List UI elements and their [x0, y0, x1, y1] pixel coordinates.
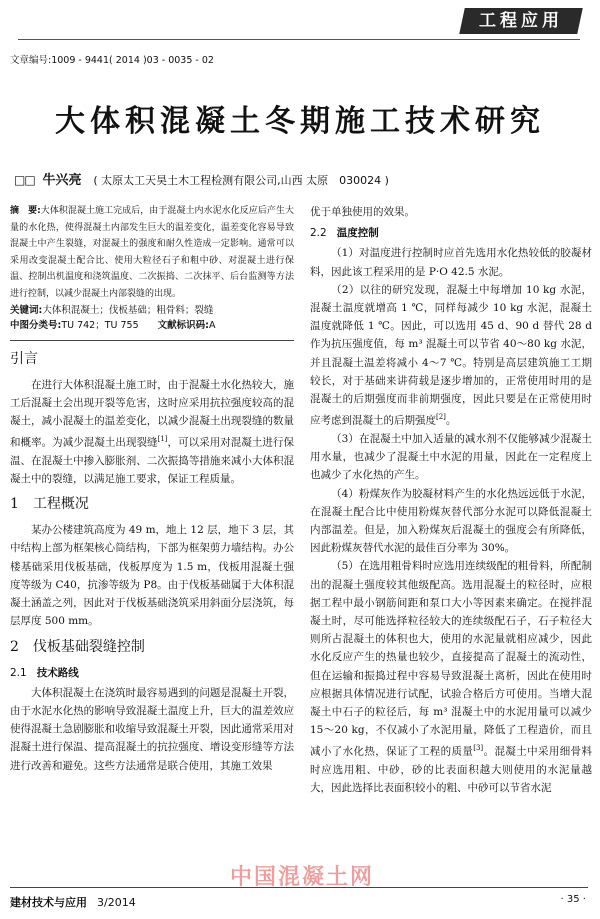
section-1-number: 1	[10, 496, 19, 513]
section-2-number: 2	[10, 638, 19, 655]
intro-ref: [1]	[157, 435, 168, 444]
section-2-title: 伐板基础裂缝控制	[32, 638, 145, 655]
author-name: 牛兴亮	[42, 173, 82, 188]
subsection-2-2-heading	[310, 224, 592, 242]
abstract-text: 大体积混凝土施工完成后，由于混凝土内水泥水化反应后产生大量的水化热，使得混凝土内部发生巨大的温差变化，温差变化容易导致混凝土中产生裂缝，对混凝土的强度和耐久性造成一定影响。通常可以采用改变混凝土配合比、使用大粒径石子和粗中砂、对混凝土进行保温、控制出机温度和浇筑温度、二次振捣、二次抹平、后台监测等方法进行控制，以减少混凝土内部裂缝的出现。	[10, 206, 294, 299]
subsection-2-1-title: 技术路线	[36, 666, 79, 679]
section-2-heading	[10, 637, 294, 657]
intro-text-2: ，可以采用对混凝土进行保温、在混凝土中掺入膨胀剂、二次振捣等措施来减小大体积混凝土中的裂缝，以满足施工要求，保证工程质量。	[10, 436, 295, 486]
clc-label: 中图分类号:	[10, 320, 62, 332]
subsection-2-1-heading	[10, 664, 294, 682]
clc-number: TU 742；TU 755	[61, 320, 139, 332]
paper-title: 大体积混凝土冬期施工技术研究	[55, 104, 545, 139]
subsection-2-1-paragraph: 大体积混凝土在浇筑时最容易遇到的问题是混凝土开裂，由于水泥水化热的影响导致混凝土温度上升，巨大的温差效应使得混凝土急剧膨胀和收缩导致混凝土开裂，因此通常采用对混凝土进行保温、提高混凝土的抗拉强度、增设变形缝等方法进行改善和避免。这些方法通常是联合使用，其施工效果	[10, 686, 294, 772]
intro-heading: 引言	[10, 350, 38, 367]
author-marker-boxes: □□	[14, 173, 35, 187]
abstract-rule	[10, 340, 294, 341]
section-tag	[459, 8, 583, 34]
doc-code: A	[208, 320, 216, 332]
journal-name: 建材技术与应用	[10, 896, 87, 909]
abstract-block	[10, 203, 294, 334]
left-column	[10, 203, 294, 775]
keywords-line	[10, 303, 294, 319]
temp-control-item-2-end: 。	[445, 414, 457, 427]
doc-code-label: 文献标识码:	[157, 320, 209, 332]
temp-control-item-2-text: （2）以往的研究发现，混凝土中每增加 10 kg 水泥，混凝土温度就增高 1 ℃，同样每减少 10 kg 水泥，混凝土温度就降低 1 ℃。因此，可以选用 45 d、90 d 替代 28 d 作为抗压强度值，每 m³ 混凝土可以节省 40～80 kg 水泥，并且混凝土温差将减小 4～7 ℃。特别是高层建筑施工工期较长，对于基础来讲荷载是逐步增加的，正常使用时用的是混凝土的后期强度而非前期强度，因此只要是在正常使用时应考虑到混凝土的后期强度	[310, 283, 592, 427]
section-1-heading	[10, 494, 294, 514]
temp-control-item-5-end: 。混凝土中采用细骨料时应选用粗、中砂，砂的比表面积越大则使用的水泥量越大，因此选择比表面积较小的粗、中砂可以节省水泥	[310, 745, 593, 795]
article-number: 文章编号:1009 - 9441( 2014 )03 - 0035 - 02	[10, 55, 214, 66]
subsection-2-1-continuation: 优于单独使用的效果。	[310, 206, 415, 218]
journal-issue: 3/2014	[97, 896, 136, 909]
author-line	[14, 169, 389, 188]
keywords: 大体积混凝土；伐板基础；粗骨料；裂缝	[42, 304, 214, 316]
temp-control-item-5	[310, 557, 592, 797]
keywords-label: 关键词:	[10, 304, 43, 316]
section-1-title: 工程概况	[32, 496, 89, 513]
temp-control-item-1: （1）对温度进行控制时应首先选用水化热较低的胶凝材料，因此该工程采用的是 P·O 42.5 水泥。	[310, 247, 592, 278]
abstract-label: 摘 要:	[10, 206, 41, 216]
footer-rule	[10, 887, 588, 888]
intro-text: 在进行大体积混凝土施工时，由于混凝土水化热较大，施工后混凝土会出现开裂等危害，这时应采用抗拉强度较高的混凝土，减小混凝土的温差变化，以减少混凝土出现裂缝的数量和概率。为减少混凝土出现裂缝	[10, 378, 294, 449]
temp-control-item-2	[310, 281, 592, 430]
temp-control-item-5-ref: [3]	[473, 744, 484, 753]
temp-control-item-5-text: （5）在选用粗骨料时应选用连续级配的粗骨料，所配制出的混凝土强度较其他级配高。选用混凝土的粒径时，应根据工程中最小钢筋间距和泵口大小等因素来确定。在搅拌混凝土时，尽可能选择粒径较大的连续级配石子，石子粒径大则所占混凝土的体积也大，使用的水泥量就相应减少，因此水化反应产生的热量也较少，直接提高了混凝土的流动性，但在运输和振捣过程中容易导致混凝土离析，因此在使用时应根据具体情况进行试配，试验合格后方可使用。当增大混凝土中石子的粒径后，每 m³ 混凝土中的水泥用量可以减少 15～20 kg，不仅减小了水泥用量，降低了工程造价，而且减小了水化热，保证了工程的质量	[310, 560, 592, 758]
temp-control-item-4: （4）粉煤灰作为胶凝材料产生的水化热远远低于水泥，在混凝土配合比中使用粉煤灰替代部分水泥可以降低混凝土内部温差。但是，加入粉煤灰后混凝土的强度会有所降低，因此粉煤灰替代水泥的最佳百分率为 30%。	[310, 487, 592, 555]
author-affiliation: ( 太原太工天昊土木工程检测有限公司,山西 太原 030024 )	[93, 174, 389, 187]
footer-journal	[10, 894, 136, 910]
subsection-2-1-number: 2.1	[10, 666, 27, 679]
classification-line	[10, 318, 294, 334]
top-rule	[18, 39, 580, 40]
watermark: 中国混凝土网	[230, 865, 375, 890]
intro-paragraph	[10, 376, 294, 489]
section-tag-label: 工程应用	[479, 11, 563, 31]
section-1-paragraph: 某办公楼建筑高度为 49 m，地上 12 层，地下 3 层，其中结构上部为框架核心筒结构，下部为框架剪力墙结构。办公楼基础采用伐板基础，伐板厚度为 1.5 m，伐板用混凝土强度等级为 C40，抗渗等级为 P8。由于伐板基础属于大体积混凝土涵盖之列，因此对于伐板基础浇筑采用斜面分层浇筑，每层厚度 500 mm。	[10, 524, 294, 628]
temp-control-item-3: （3）在混凝土中加入适量的减水剂不仅能够减少混凝土用水量，也减少了混凝土中水泥的用量，因此在一定程度上也减少了水化热的产生。	[310, 432, 592, 482]
subsection-2-2-number: 2.2	[310, 227, 327, 240]
temp-control-item-2-ref: [2]	[436, 413, 446, 422]
subsection-2-2-title: 温度控制	[336, 227, 379, 240]
right-column	[310, 203, 592, 798]
abstract-paragraph	[10, 203, 294, 303]
page-number: · 35 ·	[560, 894, 586, 905]
